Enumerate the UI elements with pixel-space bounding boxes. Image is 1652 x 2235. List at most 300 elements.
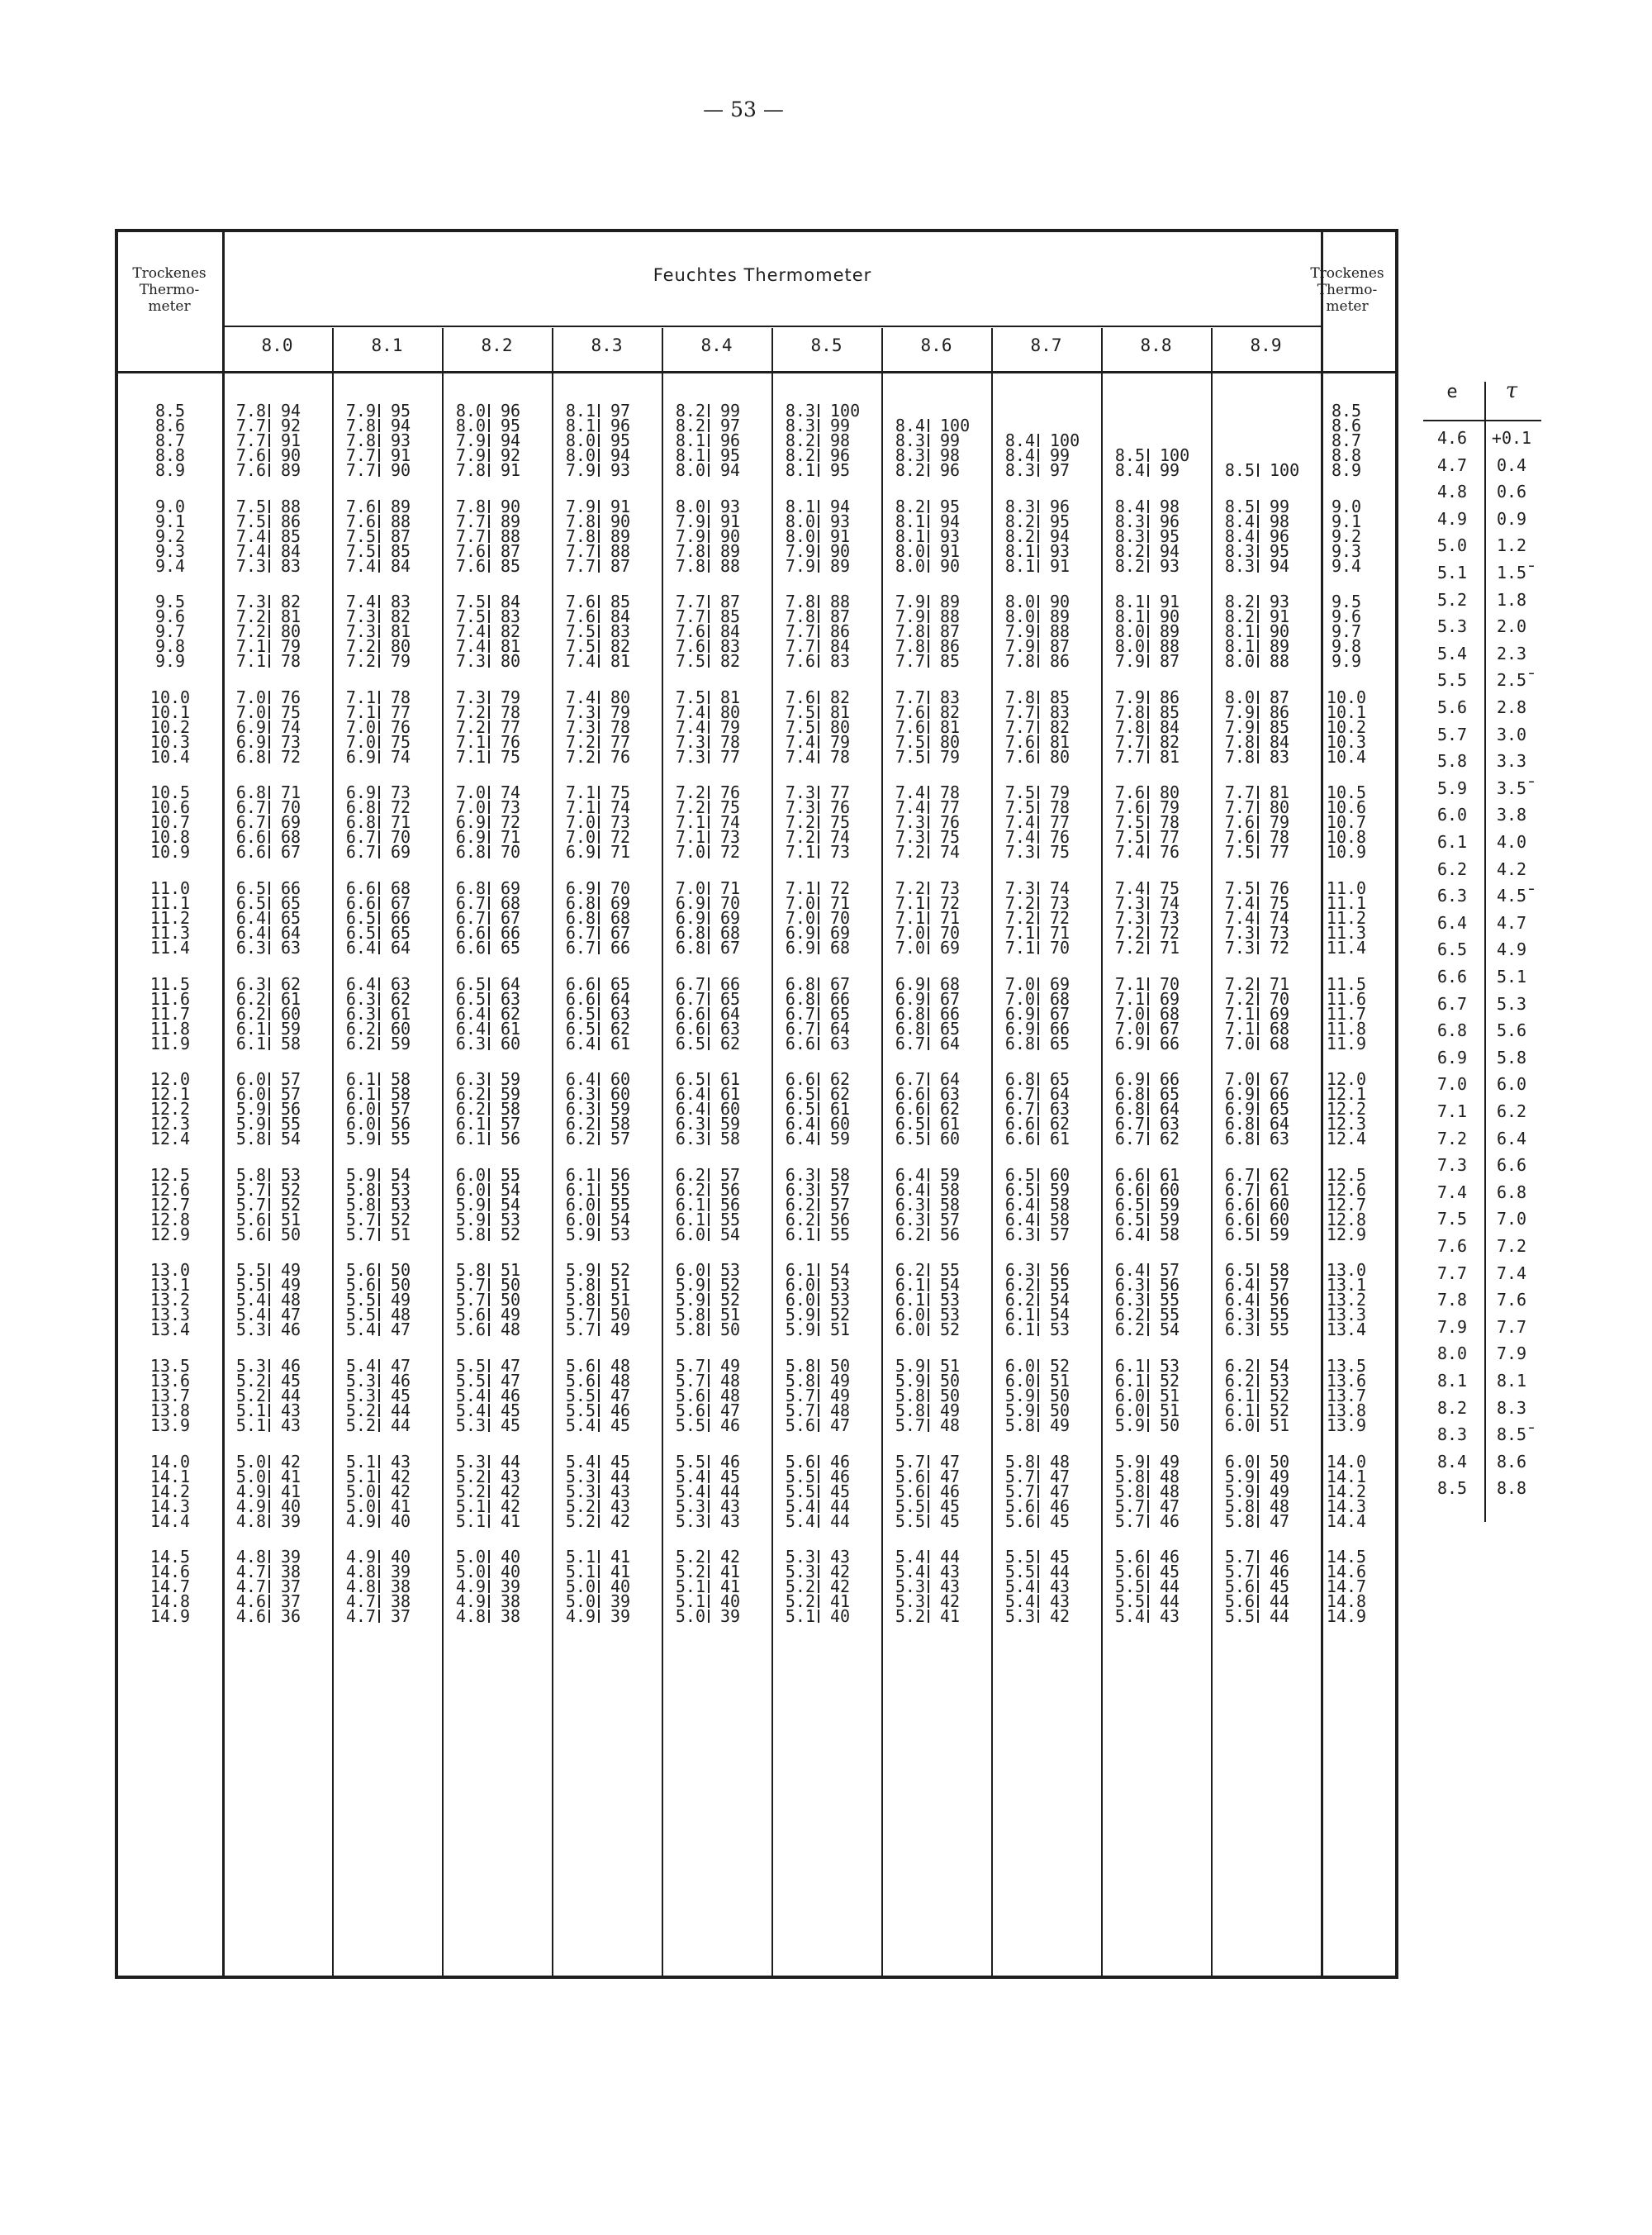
- dew-point-value: 8.0: [1114, 636, 1145, 657]
- humidity-value: 64: [1160, 1099, 1180, 1120]
- table-cell: [881, 687, 991, 767]
- humidity-value: 56: [610, 1164, 631, 1185]
- dew-point-value: 6.4: [345, 938, 376, 958]
- dew-point-value: 5.2: [785, 1576, 815, 1597]
- humidity-value: 55: [391, 1129, 411, 1149]
- humidity-value: 43: [281, 1400, 301, 1420]
- dew-point-value: 7.0: [345, 731, 376, 752]
- humidity-value: 88: [830, 592, 851, 612]
- humidity-value: 78: [1160, 812, 1180, 833]
- cell-row: [881, 842, 991, 863]
- dry-bulb-value: 12.1: [1326, 1084, 1367, 1105]
- humidity-value: 44: [1270, 1606, 1290, 1627]
- dew-point-value: 8.0: [785, 511, 815, 531]
- humidity-value: 66: [1160, 1033, 1180, 1053]
- table-cell: [442, 592, 552, 672]
- dew-point-value: 8.3: [1224, 555, 1255, 576]
- humidity-value: 43: [830, 1547, 851, 1567]
- vapor-e-value: 5.0: [1436, 535, 1468, 556]
- humidity-value: 74: [610, 797, 631, 818]
- dew-point-value: 8.2: [1004, 511, 1035, 531]
- vapor-e-value: 7.4: [1436, 1182, 1468, 1202]
- humidity-value: 49: [610, 1320, 631, 1340]
- cell-row: [442, 1033, 552, 1053]
- humidity-value: 73: [1160, 908, 1180, 928]
- dew-point-value: 7.5: [345, 540, 376, 561]
- humidity-value: 100: [1050, 430, 1080, 450]
- humidity-value: 78: [720, 731, 741, 752]
- table-cell: [1101, 496, 1211, 576]
- dew-point-value: 6.9: [785, 923, 815, 943]
- vapor-e-value: 5.7: [1436, 724, 1468, 744]
- humidity-value: 48: [1050, 1451, 1070, 1472]
- table-cell: [881, 878, 991, 958]
- dew-point-value: 4.6: [235, 1606, 266, 1627]
- dew-point-value: 5.0: [345, 1481, 376, 1501]
- tau-value: 5.8: [1496, 1047, 1527, 1068]
- humidity-value: 90: [391, 460, 411, 480]
- humidity-value: 99: [830, 416, 851, 435]
- humidity-value: 53: [720, 1260, 741, 1281]
- dew-point-value: 5.0: [455, 1562, 486, 1582]
- table-cell: [1211, 592, 1321, 672]
- dew-point-value: 5.2: [345, 1415, 376, 1435]
- humidity-value: 80: [610, 687, 631, 707]
- cell-row: [662, 460, 771, 480]
- dew-point-value: 7.2: [235, 621, 266, 642]
- table-cell: [1211, 687, 1321, 767]
- table-cell: [771, 1260, 881, 1340]
- table-cell: [332, 782, 442, 863]
- humidity-value: 94: [940, 511, 961, 531]
- humidity-value: 39: [610, 1591, 631, 1612]
- dew-point-value: 7.6: [785, 687, 815, 707]
- humidity-value: 50: [720, 1320, 741, 1340]
- dew-point-value: 7.5: [1004, 797, 1035, 818]
- humidity-value: 80: [1160, 782, 1180, 803]
- dew-point-value: 6.8: [345, 812, 376, 833]
- dew-point-value: 6.8: [1114, 1084, 1145, 1105]
- humidity-value: 61: [501, 1018, 521, 1039]
- cell-row: [332, 1606, 442, 1627]
- dew-point-value: 6.3: [345, 988, 376, 1009]
- table-cell: [222, 496, 332, 576]
- stub-header-line: Thermo-: [1317, 282, 1378, 298]
- dew-point-value: 6.9: [1224, 1084, 1255, 1105]
- table-cell: [442, 1547, 552, 1627]
- dew-point-value: 7.3: [565, 701, 596, 722]
- humidity-value: 71: [1050, 923, 1070, 943]
- humidity-value: 78: [1050, 797, 1070, 818]
- dew-point-value: 5.5: [565, 1400, 596, 1420]
- humidity-value: 74: [1050, 878, 1070, 898]
- dew-point-value: 8.2: [1114, 555, 1145, 576]
- dew-point-value: 6.3: [345, 1003, 376, 1024]
- dew-point-value: 5.6: [345, 1260, 376, 1281]
- dew-point-value: 5.9: [895, 1371, 925, 1391]
- humidity-value: 98: [830, 430, 851, 450]
- dew-point-value: 7.7: [1114, 746, 1145, 767]
- dew-point-value: 6.2: [565, 1129, 596, 1149]
- humidity-value: 52: [940, 1320, 961, 1340]
- humidity-value: 42: [830, 1562, 851, 1582]
- humidity-value: 79: [1270, 812, 1290, 833]
- side-table-row: [1423, 1155, 1541, 1182]
- dew-point-value: 8.1: [1114, 592, 1145, 612]
- dew-point-value: 6.8: [785, 973, 815, 994]
- dew-point-value: 7.2: [565, 731, 596, 752]
- table-cell: [222, 1358, 332, 1433]
- humidity-value: 77: [830, 782, 851, 803]
- cell-row: [332, 1129, 442, 1149]
- dry-bulb-value: 12.0: [150, 1069, 191, 1090]
- dew-point-value: 8.0: [895, 540, 925, 561]
- tau-value: 2.8: [1496, 697, 1527, 717]
- humidity-value: 45: [830, 1481, 851, 1501]
- dew-point-value: 6.2: [785, 1209, 815, 1229]
- dew-point-value: 7.4: [785, 731, 815, 752]
- dew-point-value: 5.8: [1004, 1451, 1035, 1472]
- dew-point-value: 8.1: [895, 511, 925, 531]
- humidity-value: 96: [1050, 496, 1070, 516]
- cell-row: [1101, 555, 1211, 576]
- cell-row: [1101, 460, 1211, 480]
- dew-point-value: 8.1: [675, 445, 705, 465]
- cell-row: [442, 938, 552, 958]
- humidity-value: 80: [501, 651, 521, 672]
- cell-row: [662, 1510, 771, 1531]
- humidity-value: 69: [610, 893, 631, 913]
- humidity-value: 60: [501, 1033, 521, 1053]
- table-cell: [332, 687, 442, 767]
- dew-point-value: 5.8: [455, 1260, 486, 1281]
- dry-bulb-value: 13.9: [1326, 1415, 1367, 1435]
- tau-value: +0.1: [1491, 428, 1532, 448]
- humidity-value: 69: [720, 908, 741, 928]
- dry-bulb-value: 11.2: [1326, 908, 1367, 928]
- dew-point-value: 6.6: [235, 842, 266, 863]
- tau-value: 0.6: [1496, 482, 1527, 502]
- dew-point-value: 5.6: [565, 1371, 596, 1391]
- humidity-value: 39: [610, 1606, 631, 1627]
- dew-point-value: 5.8: [1224, 1510, 1255, 1531]
- humidity-value: 99: [720, 401, 741, 421]
- tau-value: 3.0: [1496, 724, 1527, 744]
- tau-value: 7.2: [1496, 1236, 1527, 1256]
- humidity-value: 54: [830, 1260, 851, 1281]
- dew-point-value: 6.8: [675, 938, 705, 958]
- humidity-value: 86: [830, 621, 851, 642]
- humidity-value: 98: [1270, 511, 1290, 531]
- tau-value: 7.6: [1496, 1290, 1527, 1310]
- humidity-value: 62: [391, 988, 411, 1009]
- table-cell: [771, 1164, 881, 1244]
- dew-point-value: 7.8: [345, 430, 376, 450]
- cell-row: [1101, 1033, 1211, 1053]
- dew-point-value: 4.7: [345, 1591, 376, 1612]
- humidity-value: 58: [391, 1069, 411, 1090]
- grid-vline: [881, 328, 883, 1976]
- humidity-value: 60: [610, 1084, 631, 1105]
- humidity-value: 42: [830, 1576, 851, 1597]
- humidity-value: 86: [1160, 687, 1180, 707]
- table-cell: [332, 878, 442, 958]
- humidity-value: 51: [1050, 1371, 1070, 1391]
- humidity-value: 58: [1160, 1224, 1180, 1244]
- humidity-value: 56: [1160, 1275, 1180, 1296]
- dew-point-value: 8.4: [895, 416, 925, 435]
- humidity-value: 90: [940, 555, 961, 576]
- humidity-value: 48: [391, 1305, 411, 1325]
- humidity-value: 50: [1160, 1415, 1180, 1435]
- dry-bulb-value: 13.0: [1326, 1260, 1367, 1281]
- humidity-value: 80: [830, 716, 851, 737]
- humidity-value: 70: [940, 923, 961, 943]
- dew-point-value: 7.9: [1224, 716, 1255, 737]
- dew-point-value: 5.9: [675, 1275, 705, 1296]
- humidity-value: 54: [501, 1194, 521, 1215]
- dew-point-value: 6.4: [1224, 1275, 1255, 1296]
- humidity-value: 68: [1160, 1003, 1180, 1024]
- table-cell: [662, 782, 771, 863]
- dew-point-value: 6.5: [1004, 1179, 1035, 1200]
- humidity-value: 86: [940, 636, 961, 657]
- dry-bulb-value: 12.8: [150, 1209, 191, 1229]
- dew-point-value: 5.8: [565, 1275, 596, 1296]
- dew-point-value: 6.6: [675, 1018, 705, 1039]
- table-cell: [552, 1358, 662, 1433]
- vapor-e-value: 8.4: [1436, 1451, 1468, 1472]
- humidity-value: 87: [830, 606, 851, 627]
- dew-point-value: 6.3: [675, 1129, 705, 1149]
- humidity-value: 39: [391, 1562, 411, 1582]
- humidity-value: 41: [610, 1562, 631, 1582]
- cell-row: [332, 1415, 442, 1435]
- dry-bulb-value: 9.5: [154, 592, 186, 612]
- dew-point-value: 6.0: [675, 1224, 705, 1244]
- tau-value: 7.4: [1496, 1263, 1527, 1283]
- humidity-value: 80: [281, 621, 301, 642]
- humidity-value: 72: [610, 827, 631, 848]
- dew-point-value: 7.6: [895, 701, 925, 722]
- humidity-value: 52: [1160, 1371, 1180, 1391]
- dry-bulb-value: 10.3: [1326, 731, 1367, 752]
- table-cell: [332, 1260, 442, 1340]
- table-cell: [332, 1069, 442, 1149]
- dew-point-value: 7.1: [455, 731, 486, 752]
- humidity-value: 76: [501, 731, 521, 752]
- humidity-value: 78: [501, 701, 521, 722]
- dew-point-value: 8.1: [785, 460, 815, 480]
- table-cell: [332, 1547, 442, 1627]
- humidity-value: 91: [281, 430, 301, 450]
- humidity-value: 52: [281, 1194, 301, 1215]
- dew-point-value: 5.4: [235, 1305, 266, 1325]
- dry-bulb-value: 10.7: [150, 812, 191, 833]
- cell-row: [442, 651, 552, 672]
- humidity-value: 79: [1160, 797, 1180, 818]
- dry-bulb-value: 10.5: [150, 782, 191, 803]
- dew-point-value: 7.4: [455, 636, 486, 657]
- dew-point-value: 5.7: [1224, 1562, 1255, 1582]
- cell-row: [881, 460, 991, 480]
- humidity-value: 85: [940, 651, 961, 672]
- humidity-value: 41: [281, 1466, 301, 1486]
- table-cell: [881, 1451, 991, 1531]
- dry-bulb-value: 13.6: [150, 1371, 191, 1391]
- table-cell: [1211, 1164, 1321, 1244]
- humidity-value: 61: [830, 1099, 851, 1120]
- dew-point-value: 6.6: [345, 893, 376, 913]
- dew-point-value: 7.5: [1224, 878, 1255, 898]
- humidity-value: 82: [501, 621, 521, 642]
- dew-point-value: 6.8: [1224, 1114, 1255, 1134]
- dew-point-value: 5.8: [455, 1224, 486, 1244]
- dew-point-value: 7.2: [675, 782, 705, 803]
- cell-row: [881, 1415, 991, 1435]
- humidity-value: 57: [940, 1209, 961, 1229]
- humidity-value: 79: [501, 687, 521, 707]
- humidity-value: 58: [1050, 1209, 1070, 1229]
- humidity-value: 73: [940, 878, 961, 898]
- humidity-value: 97: [720, 416, 741, 435]
- humidity-value: 71: [610, 842, 631, 863]
- dew-point-value: 7.9: [1114, 651, 1145, 672]
- side-table-row: [1423, 725, 1541, 751]
- humidity-value: 56: [720, 1179, 741, 1200]
- grid-vline: [662, 328, 663, 1976]
- dew-point-value: 5.6: [1004, 1496, 1035, 1516]
- dew-point-value: 7.8: [1114, 716, 1145, 737]
- humidity-value: 90: [610, 511, 631, 531]
- table-cell: [442, 1260, 552, 1340]
- humidity-value: 38: [501, 1591, 521, 1612]
- humidity-value: 93: [1270, 592, 1290, 612]
- humidity-value: 97: [610, 401, 631, 421]
- cell-row: [222, 1224, 332, 1244]
- cell-row: [1101, 1224, 1211, 1244]
- dew-point-value: 8.2: [1114, 540, 1145, 561]
- dew-point-value: 5.1: [565, 1562, 596, 1582]
- humidity-value: 99: [1050, 445, 1070, 465]
- dew-point-value: 5.2: [455, 1466, 486, 1486]
- dew-point-value: 6.8: [565, 893, 596, 913]
- dew-point-value: 5.5: [895, 1510, 925, 1531]
- dew-point-value: 4.7: [235, 1562, 266, 1582]
- table-cell: [771, 973, 881, 1053]
- dew-point-value: 7.3: [785, 797, 815, 818]
- dew-point-value: 8.3: [1224, 540, 1255, 561]
- cell-row: [552, 651, 662, 672]
- cell-row: [771, 746, 881, 767]
- humidity-value: 69: [1160, 988, 1180, 1009]
- humidity-value: 49: [281, 1275, 301, 1296]
- humidity-value: 80: [1270, 797, 1290, 818]
- dew-point-value: 7.3: [1224, 938, 1255, 958]
- humidity-value: 87: [720, 592, 741, 612]
- dry-bulb-value: 10.4: [150, 746, 191, 767]
- humidity-value: 52: [720, 1275, 741, 1296]
- humidity-value: 52: [391, 1209, 411, 1229]
- dew-point-value: 7.5: [785, 701, 815, 722]
- dew-point-value: 6.3: [1114, 1290, 1145, 1310]
- dry-bulb-value: 12.2: [1326, 1099, 1367, 1120]
- dew-point-value: 8.4: [1114, 460, 1145, 480]
- humidity-value: 65: [940, 1018, 961, 1039]
- dew-point-value: 8.5: [1224, 496, 1255, 516]
- humidity-value: 56: [501, 1129, 521, 1149]
- dew-point-value: 7.9: [785, 540, 815, 561]
- humidity-value: 74: [501, 782, 521, 803]
- humidity-value: 41: [720, 1576, 741, 1597]
- dew-point-value: 7.3: [675, 746, 705, 767]
- humidity-value: 64: [1270, 1114, 1290, 1134]
- dew-point-value: 5.4: [895, 1562, 925, 1582]
- humidity-value: 54: [610, 1209, 631, 1229]
- humidity-value: 64: [1050, 1084, 1070, 1105]
- humidity-value: 48: [720, 1371, 741, 1391]
- dew-point-value: 6.5: [565, 1003, 596, 1024]
- dew-point-value: 6.1: [565, 1164, 596, 1185]
- cell-row: [881, 1033, 991, 1053]
- humidity-value: 73: [610, 812, 631, 833]
- cell-row: [332, 1224, 442, 1244]
- humidity-value: 74: [720, 812, 741, 833]
- dew-point-value: 5.0: [565, 1576, 596, 1597]
- dry-bulb-value: 14.4: [1326, 1510, 1367, 1531]
- dew-point-value: 6.1: [1114, 1371, 1145, 1391]
- dew-point-value: 7.1: [895, 908, 925, 928]
- humidity-value: 71: [501, 827, 521, 848]
- dew-point-value: 6.8: [345, 797, 376, 818]
- humidity-value: 46: [1270, 1562, 1290, 1582]
- humidity-value: 76: [1270, 878, 1290, 898]
- humidity-value: 56: [940, 1224, 961, 1244]
- cell-row: [222, 1320, 332, 1340]
- vapor-e-value: 8.3: [1436, 1424, 1468, 1445]
- dew-point-value: 5.5: [1224, 1606, 1255, 1627]
- dew-point-value: 5.4: [565, 1415, 596, 1435]
- dew-point-value: 5.3: [895, 1591, 925, 1612]
- table-cell: [771, 782, 881, 863]
- humidity-value: 49: [391, 1290, 411, 1310]
- humidity-value: 69: [1050, 973, 1070, 994]
- dry-bulb-value: 10.4: [1326, 746, 1367, 767]
- dew-point-value: 5.5: [455, 1356, 486, 1376]
- humidity-value: 82: [830, 687, 851, 707]
- dry-bulb-value: 13.2: [1326, 1290, 1367, 1310]
- humidity-value: 94: [720, 460, 741, 480]
- humidity-value: 42: [940, 1591, 961, 1612]
- dew-point-value: 6.5: [235, 893, 266, 913]
- dew-point-value: 6.4: [235, 923, 266, 943]
- dew-point-value: 7.0: [785, 908, 815, 928]
- vapor-e-value: 6.6: [1436, 967, 1468, 987]
- humidity-value: 93: [610, 460, 631, 480]
- humidity-value: 76: [720, 782, 741, 803]
- humidity-value: 95: [1050, 511, 1070, 531]
- cell-row: [1101, 1415, 1211, 1435]
- humidity-value: 70: [610, 878, 631, 898]
- cell-row: [771, 1129, 881, 1149]
- dew-point-value: 6.0: [1004, 1371, 1035, 1391]
- dew-point-value: 6.9: [565, 878, 596, 898]
- dew-point-value: 7.8: [1114, 701, 1145, 722]
- humidity-value: 67: [940, 988, 961, 1009]
- dew-point-value: 5.0: [235, 1466, 266, 1486]
- dew-point-value: 8.1: [1224, 636, 1255, 657]
- dew-point-value: 8.0: [1004, 592, 1035, 612]
